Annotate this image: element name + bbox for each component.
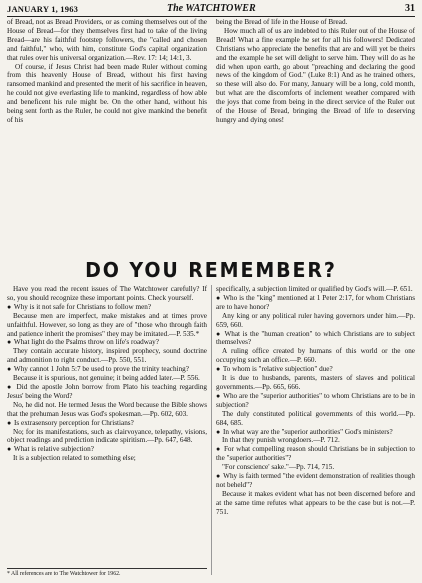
paragraph: being the Bread of life in the House of Bread. [216, 18, 348, 26]
quiz-right-column [216, 285, 415, 517]
question: ● For what compelling reason should Christians be in subjection to the "superior authorities"? [216, 445, 416, 463]
masthead: The WATCHTOWER [167, 3, 256, 14]
answer: No, he did not. He termed Jesus the Word because the Bible shows that the prehuman Jesus was God's spokesman.—Pp. 602, 603. [7, 400, 207, 418]
bullet-icon: ● [216, 472, 221, 481]
issue-date: JANUARY 1, 1963 [7, 4, 79, 14]
answer: A ruling office created by humans of this world or the one occupying such an office.—P. 660. [216, 347, 415, 365]
answer: Because it is spurious, not genuine; it being added later.—P. 556. [13, 374, 200, 383]
bullet-icon: ● [7, 338, 12, 347]
page-number: 31 [405, 3, 415, 14]
paragraph: How much all of us are indebted to this Ruler out of the House of Bread! What a fine example he set for all his followers! Dedicated Christians who appreciate the benefits that are and will yet be theirs and the example he set will delight to serve him. They will do as he did when upon earth, go about "preaching and declaring the good news of the kingdom of God." (Luke 8:1) And as he trained others, so these will also do. For many, January will be a long, cold month, but what are the discomforts of inclement weather compared with the joys that come from being in the direct service of the Ruler out of the House of Bread, bringing the Bread of life to deserving hungry and dying ones! [216, 26, 415, 124]
answer: "For conscience' sake."—Pp. 714, 715. [222, 463, 335, 472]
question: ● Why is faith termed "the evident demonstration of realities though not beheld"? [216, 472, 415, 489]
question: ● Who are the "superior authorities" to whom Christians are to be in subjection? [216, 391, 415, 409]
question: ● Why cannot 1 John 5:7 be used to prove the trinity teaching? [7, 365, 189, 374]
question: ● What is the "human creation" to which Christians are to subject themselves? [216, 329, 415, 347]
footnote: * All references are to The Watchtower for 1962. [7, 568, 207, 577]
question: ● What light do the Psalms throw on life's roadway? [7, 338, 159, 347]
quiz-intro: Have you read the recent issues of The Watchtower carefully? If so, you should recognize these important points. Check yourself. [7, 285, 207, 302]
bullet-icon: ● [216, 427, 221, 436]
question: ● To whom is "relative subjection" due? [216, 365, 333, 374]
bullet-icon: ● [216, 445, 221, 454]
answer: They contain accurate history, inspired prophecy, sound doctrine and admonition to right conduct.—Pp. 550, 551. [7, 347, 207, 365]
question: ● Who is the "king" mentioned at 1 Peter 2:17, for whom Christians are to have honor? [216, 293, 416, 311]
quiz-left-column [7, 285, 207, 463]
question: ● Is extrasensory perception for Christians? [7, 418, 134, 427]
bullet-icon: ● [7, 382, 13, 391]
top-right-column [216, 18, 415, 125]
column-divider [211, 285, 212, 575]
answer: Because it makes evident what has not been discerned before and at the same time refutes what appears to be the case but is not.—P. 751. [216, 489, 415, 516]
bullet-icon: ● [216, 293, 221, 302]
page-header [7, 2, 415, 17]
bullet-icon: ● [7, 445, 12, 454]
bullet-icon: ● [7, 418, 12, 427]
paragraph: of Bread, not as Bread Providers, or as coming themselves out of the House of Bread—for they themselves first had to take of the living Bread—are his faithful footstep followers, the "called and chosen and faithful," who, with him, constitute God's capital organization that rules over his universal organization.—Rev. 17: 14; 14:1, 3. [7, 18, 207, 62]
answer: Because men are imperfect, make mistakes and at times prove unfaithful. However, so long as they are of "those who through faith and patience inherit the promises" they may be imitated.—P. 535.* [7, 311, 207, 338]
answer: It is due to husbands, parents, masters of slaves and political governments.—Pp. 665, 666. [216, 374, 415, 391]
top-left-column [7, 18, 207, 125]
question: ● Why is it not safe for Christians to follow men? [7, 302, 152, 311]
answer: Any king or any political ruler having governors under him.—Pp. 659, 660. [216, 311, 415, 329]
answer: The duly constituted political governments of this world.—Pp. 684, 685. [216, 409, 415, 427]
answer: In that they punish wrongdoers.—P. 712. [222, 436, 340, 445]
question: ● Did the apostle John borrow from Plato his teaching regarding Jesus' being the Word? [7, 382, 208, 400]
paragraph: Of course, if Jesus Christ had been made Ruler without coming from this heavenly House of Bread, without his first having ransomed mankind and presented the merit of his sacrifice in heaven, he could not give everlasting life to mankind, regardless of how able and beneficent his rule might be. On the other hand, without his being sent forth as the Ruler, he could not give mankind the benefit of his [7, 62, 207, 124]
answer: It is a subjection related to something else; [13, 454, 136, 463]
answer: specifically, a subjection limited or qualified by God's will.—P. 651. [216, 285, 413, 293]
bullet-icon: ● [7, 302, 12, 311]
section-title: DO YOU REMEMBER? [85, 258, 337, 282]
question: ● In what way are the "superior authorities" God's ministers? [216, 427, 393, 436]
bullet-icon: ● [216, 365, 221, 374]
bullet-icon: ● [7, 365, 12, 374]
question: ● What is relative subjection? [7, 445, 94, 454]
answer: No; for its manifestations, such as clairvoyance, telepathy, visions, object readings and prediction indicate spiritism.—Pp. 647, 648. [7, 427, 207, 445]
bullet-icon: ● [216, 391, 221, 400]
bullet-icon: ● [216, 329, 222, 338]
